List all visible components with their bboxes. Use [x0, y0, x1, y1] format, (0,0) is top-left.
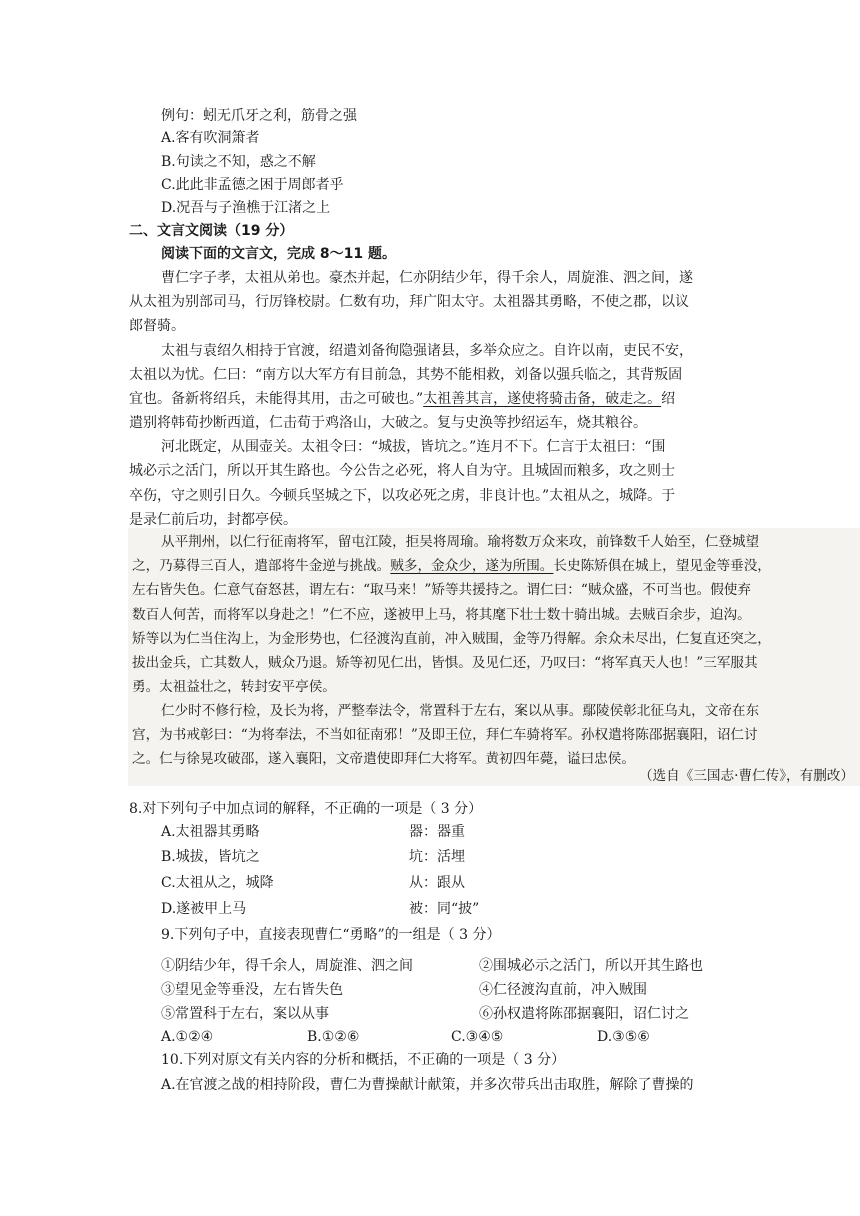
q7-option-a: A.客有吹洞箫者	[161, 130, 260, 146]
passage-line: 数百人何苦，而将军以身赴之！”仁不应，遂被甲上马，将其麾下壮士数十骑出城。去贼百余步，迫沟。	[132, 607, 751, 623]
q8-option-gloss: 器：器重	[409, 824, 465, 840]
q8-option-gloss: 坑：活埋	[409, 849, 465, 865]
passage-line: 遣别将韩荀抄断西道，仁击荀于鸡洛山，大破之。复与史涣等抄绍运车，烧其粮谷。	[129, 415, 647, 431]
passage-text: 绍	[661, 391, 676, 407]
passage-line: 从太祖为别部司马，行厉锋校尉。仁数有功，拜广阳太守。太祖器其勇略，不使之郡，以议	[129, 294, 689, 310]
q9-choice-a: A.①②④	[161, 1029, 214, 1045]
section-instruction: 阅读下面的文言文，完成 8～11 题。	[161, 246, 396, 262]
passage-line: 卒伤，守之则引日久。今顿兵坚城之下，以攻必死之虏，非良计也。”太祖从之，城降。于	[129, 488, 676, 504]
passage-line: 之。仁与徐晃攻破邵，遂入襄阳，文帝遣使即拜仁大将军。黄初四年薨，谥曰忠侯。	[132, 751, 635, 767]
q9-item: ④仁径渡沟直前，冲入贼围	[479, 982, 647, 998]
q9-item: ①阴结少年，得千余人，周旋淮、泗之间	[161, 958, 413, 974]
q9-choice-b: B.①②⑥	[307, 1029, 360, 1045]
q9-item: ⑥孙权遣将陈邵据襄阳，诏仁讨之	[479, 1006, 689, 1022]
passage-line: 从平荆州，以仁行征南将军，留屯江陵，拒吴将周瑜。瑜将数万众来攻，前锋数千人始至，仁登城望	[161, 534, 760, 550]
passage-line: 太祖以为忧。仁曰：“南方以大军方有目前急，其势不能相救，刘备以强兵临之，其背叛固	[129, 367, 683, 383]
passage-line: 矫等以为仁当住沟上，为金形势也，仁径渡沟直前，冲入贼围，金等乃得解。余众未尽出，仁复直还突之，	[132, 631, 771, 647]
q7-option-d: D.况吾与子渔樵于江渚之上	[161, 200, 331, 216]
passage-text: 长史陈矫俱在城上，望见金等垂没，	[553, 558, 771, 574]
q8-option-gloss: 被：同“披”	[409, 901, 480, 917]
q7-option-c: C.此此非孟德之困于周郎者乎	[161, 177, 344, 193]
passage-line: 宫，为书戒彰曰：“为将奉法，不当如征南邪！”及即王位，拜仁车骑将军。孙权遣将陈邵据襄阳，诏仁讨	[132, 727, 758, 743]
q9-item: ②围城必示之活门，所以开其生路也	[479, 958, 703, 974]
underlined-sentence: 贼多，金众少，遂为所围。	[390, 558, 554, 574]
q8-stem: 8.对下列句子中加点词的解释，不正确的一项是（ 3 分）	[129, 801, 483, 817]
passage-line: 拔出金兵，亡其数人，贼众乃退。矫等初见仁出，皆惧。及见仁还，乃叹曰：“将军真天人也！”三军服其	[132, 655, 758, 671]
passage-line: 是录仁前后功，封都亭侯。	[129, 512, 297, 528]
passage-line: 左右皆失色。仁意气奋怒甚，谓左右：“取马来！”矫等共援持之。谓仁曰：“贼众盛，不可当也。假使弃	[132, 582, 751, 598]
passage-text: 之，乃募得三百人，遣部将牛金逆与挑战。	[132, 558, 391, 574]
passage-source: （选自《三国志·曹仁传》，有删改）	[638, 768, 854, 784]
passage-line	[132, 556, 771, 576]
passage-line: 勇。太祖益壮之，转封安平亭侯。	[132, 679, 336, 695]
q7-example: 例句：蚓无爪牙之利，筋骨之强	[161, 108, 357, 124]
passage-line: 郎督骑。	[129, 318, 185, 334]
section-heading: 二、文言文阅读（19 分）	[129, 223, 294, 239]
passage-text: 宜也。备新将绍兵，未能得其用，击之可破也。”	[129, 391, 424, 407]
passage-line: 仁少时不修行检，及长为将，严整奉法令，常置科于左右，案以从事。鄢陵侯彰北征乌丸，文帝在东	[161, 703, 760, 719]
q9-item: ③望见金等垂没，左右皆失色	[161, 982, 343, 998]
passage-line: 城必示之活门，所以开其生路也。今公告之必死，将人自为守。且城固而粮多，攻之则士	[129, 463, 675, 479]
q9-item: ⑤常置科于左右，案以从事	[161, 1006, 329, 1022]
q7-option-b: B.句读之不知，惑之不解	[161, 154, 316, 170]
passage-line	[129, 389, 675, 409]
q8-option-gloss: 从：跟从	[409, 875, 465, 891]
passage-line: 太祖与袁绍久相持于官渡，绍遣刘备徇隐强诸县，多举众应之。自许以南，吏民不安，	[161, 343, 693, 359]
q10-stem: 10.下列对原文有关内容的分析和概括，不正确的一项是（ 3 分）	[161, 1052, 566, 1068]
q10-option-a: A.在官渡之战的相持阶段，曹仁为曹操献计献策，并多次带兵出击取胜，解除了曹操的	[161, 1077, 694, 1093]
q8-option-text: D.遂被甲上马	[161, 901, 247, 917]
passage-line: 曹仁字子孝，太祖从弟也。豪杰并起，仁亦阴结少年，得千余人，周旋淮、泗之间，遂	[161, 270, 693, 286]
q9-choice-d: D.③⑤⑥	[597, 1029, 650, 1045]
passage-line: 河北既定，从围壶关。太祖令曰：“城拔，皆坑之。”连月不下。仁言于太祖曰：“围	[161, 439, 666, 455]
underlined-sentence: 太祖善其言，遂使将骑击备，破走之。	[423, 391, 662, 407]
q8-option-text: C.太祖从之，城降	[161, 875, 274, 891]
q8-option-text: A.太祖器其勇略	[161, 824, 260, 840]
q9-stem: 9.下列句子中，直接表现曹仁“勇略”的一组是（ 3 分）	[161, 927, 501, 943]
q9-choice-c: C.③④⑤	[451, 1029, 504, 1045]
scanned-passage-block	[128, 528, 860, 786]
q8-option-text: B.城拔，皆坑之	[161, 849, 260, 865]
